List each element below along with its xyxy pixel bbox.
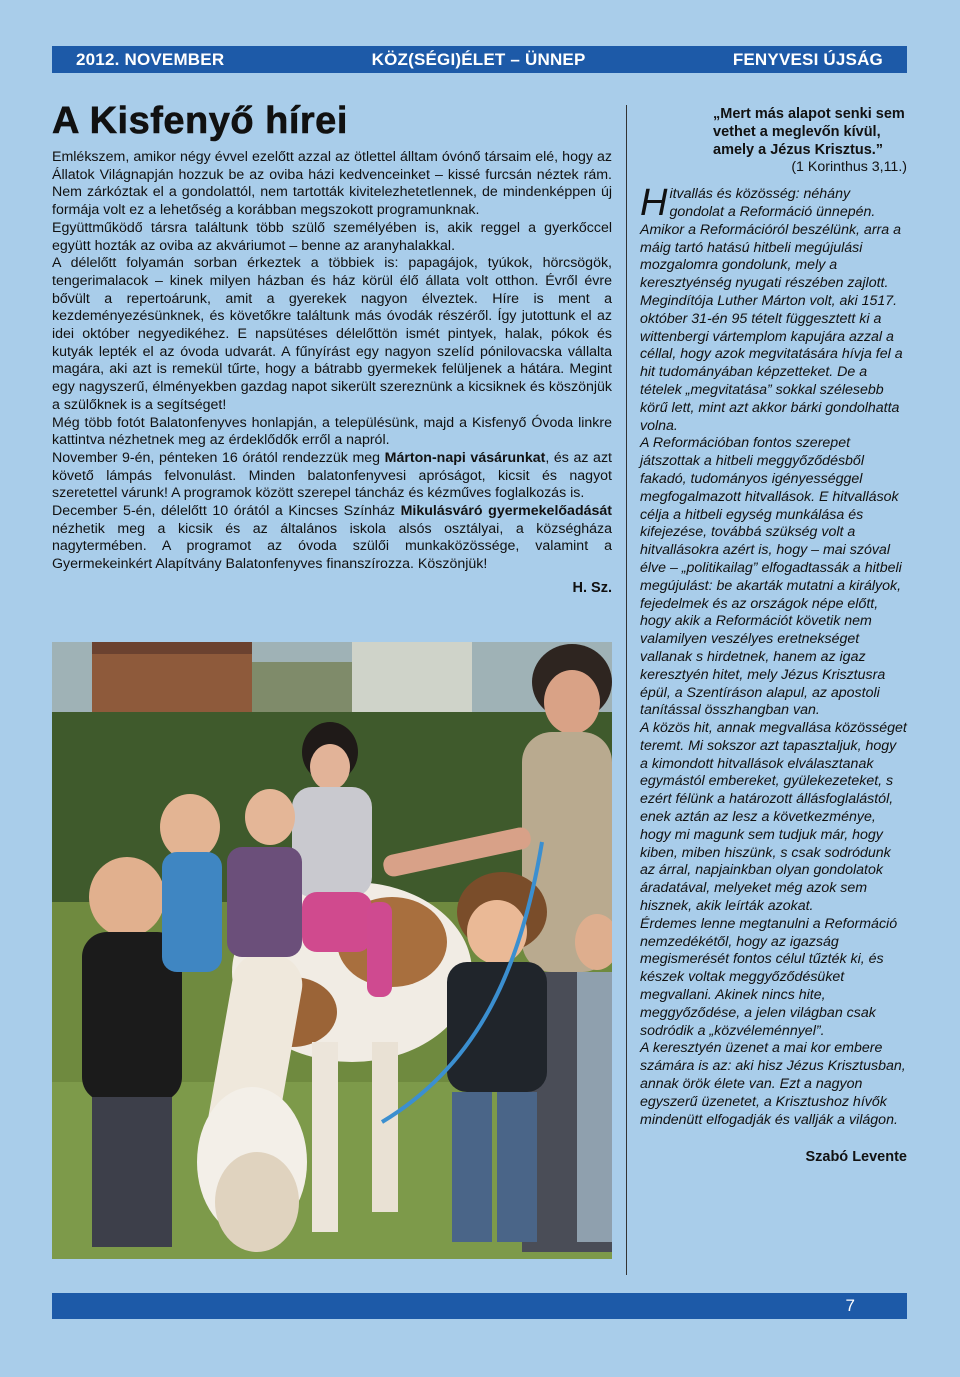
bible-quote-reference: (1 Korinthus 3,11.) <box>791 159 907 176</box>
publication-name: FENYVESI ÚJSÁG <box>732 49 883 69</box>
reformation-article <box>640 106 907 1165</box>
header-bar <box>52 46 907 73</box>
article-paragraph-4: Még több fotót Balatonfenyves honlapján, a településünk, majd a Kisfenyő Óvoda linkre kattintva nézhetnek meg az érdeklődők erről a napról. <box>52 414 612 449</box>
article-kisfenyo <box>52 100 612 596</box>
column-divider <box>626 105 627 1275</box>
section-title: KÖZ(SÉGI)ÉLET – ÜNNEP <box>371 49 586 69</box>
article-title: A Kisfenyő hírei <box>52 100 348 142</box>
reformation-paragraph-2: A Reformációban fontos szerepet játszottak a hitbeli meggyőződésből fakadó, tudományos igényességgel megfogalmazott hitvallások. E hitvallások célja a hitbeli egység munkálása és kifejezése, továbbá szükség volt a hitvallásokra azért is, hogy – mai szóval élve – „politikailag” elfogadtassák a hitbeli megújulást: be akarták mutatni a királyok, fejedelmek és az országok népe előtt, hogy akik a Reformációt követik nem valamilyen veszélyes eretnekséget vallanak s hirdetnek, hanem az igaz keresztyén hitet, mely Jézus Krisztusra épül, a Szentíráson alapul, az apostoli tanítással összhangban van. <box>640 435 902 719</box>
event-marton-nap: Márton-napi vásárunkat <box>384 449 546 466</box>
pony-children-photo <box>52 642 612 1259</box>
event-mikulasvaro: Mikulásváró gyermekelőadását <box>400 503 613 520</box>
article-paragraph-3: A délelőtt folyamán sorban érkeztek a többiek is: papagájok, tyúkok, hörcsögök, tengerimalacok – kinek milyen házban és ház körül élő állata volt otthon. Évről évre bővült a repertoárunk, amit a gyerekek nagyon élveztek. Híre is ment a kezdeményezésünknek, és követőkre találtunk más óvodák részéről. Így jutottunk el az idei október negyedikéhez. E napsütéses délelőttön ismét pintyek, halak, pókok és kutyák lepték el az óvoda udvarát. A fűnyírást egy nagyon szelíd pónilovacska vállalta magára, aki azt is remekül tűrte, hogy a bátrabb gyermekek felüljenek a hátára. Megint egy nagyszerű, élményekben gazdag napot sikerült szereznünk a kicsiknek és köszönjük a szülőknek is a segítséget! <box>52 255 612 413</box>
article-paragraph-6: December 5-én, délelőtt 10 órától a Kincses Színház Mikulásváró gyermekelőadását nézhetik meg a kicsik és az általános iskola alsós osztályai, a községháza nagytermében. A programot az óvoda szülői munkaközössége, valamint a Gyermekeinkért Alapítvány Balatonfenyves finanszírozza. Köszönjük! <box>52 503 613 573</box>
drop-cap: H <box>640 182 668 225</box>
footer-bar <box>52 1293 907 1319</box>
reformation-paragraph-3: A közös hit, annak megvallása közösséget teremt. Mi sokszor azt tapasztaljuk, hogy a kimondott hitvallások elválasztanak egymástól embereket, gyülekezeteket, s ezért félünk a határozott állásfoglalástól, enek aztán az lesz a következménye, hogy mi magunk sem tudjuk már, hogy kiben, miben hiszünk, s csak sodródunk az árral, napjainkban olyan gondolatok áradatával, melyeket még azok sem hisznek, akik leírták azokat. <box>640 720 907 915</box>
bible-quote: „Mert más alapot senki sem vethet a meglevőn kívül, amely a Jézus Krisztus.” <box>713 106 905 158</box>
article-paragraph-5: November 9-én, pénteken 16 órától rendezzük meg Márton-napi vásárunkat, és az azt követő lámpás felvonulást. Minden balatonfenyvesi apróságot, kicsit és nagyot szeretettel várunk! A programok között szerepel táncház és kézműves foglalkozás is. <box>52 449 612 502</box>
reformation-body <box>640 182 907 1129</box>
article-signature: H. Sz. <box>572 579 612 596</box>
reformation-paragraph-5: A keresztyén üzenet a mai kor embere számára is az: aki hisz Jézus Krisztusban, annak örök élete van. Ezt a nagyon egyszerű üzenetet, a Krisztushoz hívők mindenütt elfogadják és vallják a világon. <box>640 1040 906 1128</box>
reformation-paragraph-1: Hitvallás és közösség: néhány gondolat a Reformáció ünnepén. Amikor a Reformációról beszélünk, arra a máig tartó hatású hitbeli megújulási mozgalomra gondolunk, mely a keresztyénség nyugati részében zajlott. Megindítója Luther Márton volt, aki 1517. október 31-én 95 tételt függesztett ki a wittenbergi vártemplom kapujára azzal a céllal, hogy azok megvitatására hívja fel a hit tudományában képzetteket. De a tételek „megvitatása” sokkal szélesebb körű lett, mint azt akkor bárki gondolhatta volna. <box>640 182 903 434</box>
reformation-signature: Szabó Levente <box>805 1149 907 1166</box>
article-paragraph-1: Emlékszem, amikor négy évvel ezelőtt azzal az ötlettel álltam óvónő társaim elé, hogy az Állatok Világnapján hozzuk be az oviba házi kedvenceinket – kissé furcsán néztek rám. Nem zárkóztak el a gondolattól, nem tartották kivitelezhetetlennek, de mindenképpen új formája volt ez a lehetőség a korábban megszokott programunknak. <box>52 149 612 219</box>
reformation-paragraph-4: Érdemes lenne megtanulni a Reformáció nemzedékétől, hogy az igazság megismerését fontos célul tűzték ki, és készek voltak meggyőződésüket megvallani. Akinek nincs hite, meggyőződése, a jelen világban csak sodródik a „közvéleménnyel”. <box>640 915 898 1039</box>
issue-date: 2012. NOVEMBER <box>76 49 225 69</box>
page-number: 7 <box>845 1296 855 1315</box>
article-paragraph-2: Együttműködő társra találtunk több szülő személyében is, akik reggel a gyerkőccel együtt hozták az oviba az akváriumot – benne az aranyhalakkal. <box>52 219 612 254</box>
